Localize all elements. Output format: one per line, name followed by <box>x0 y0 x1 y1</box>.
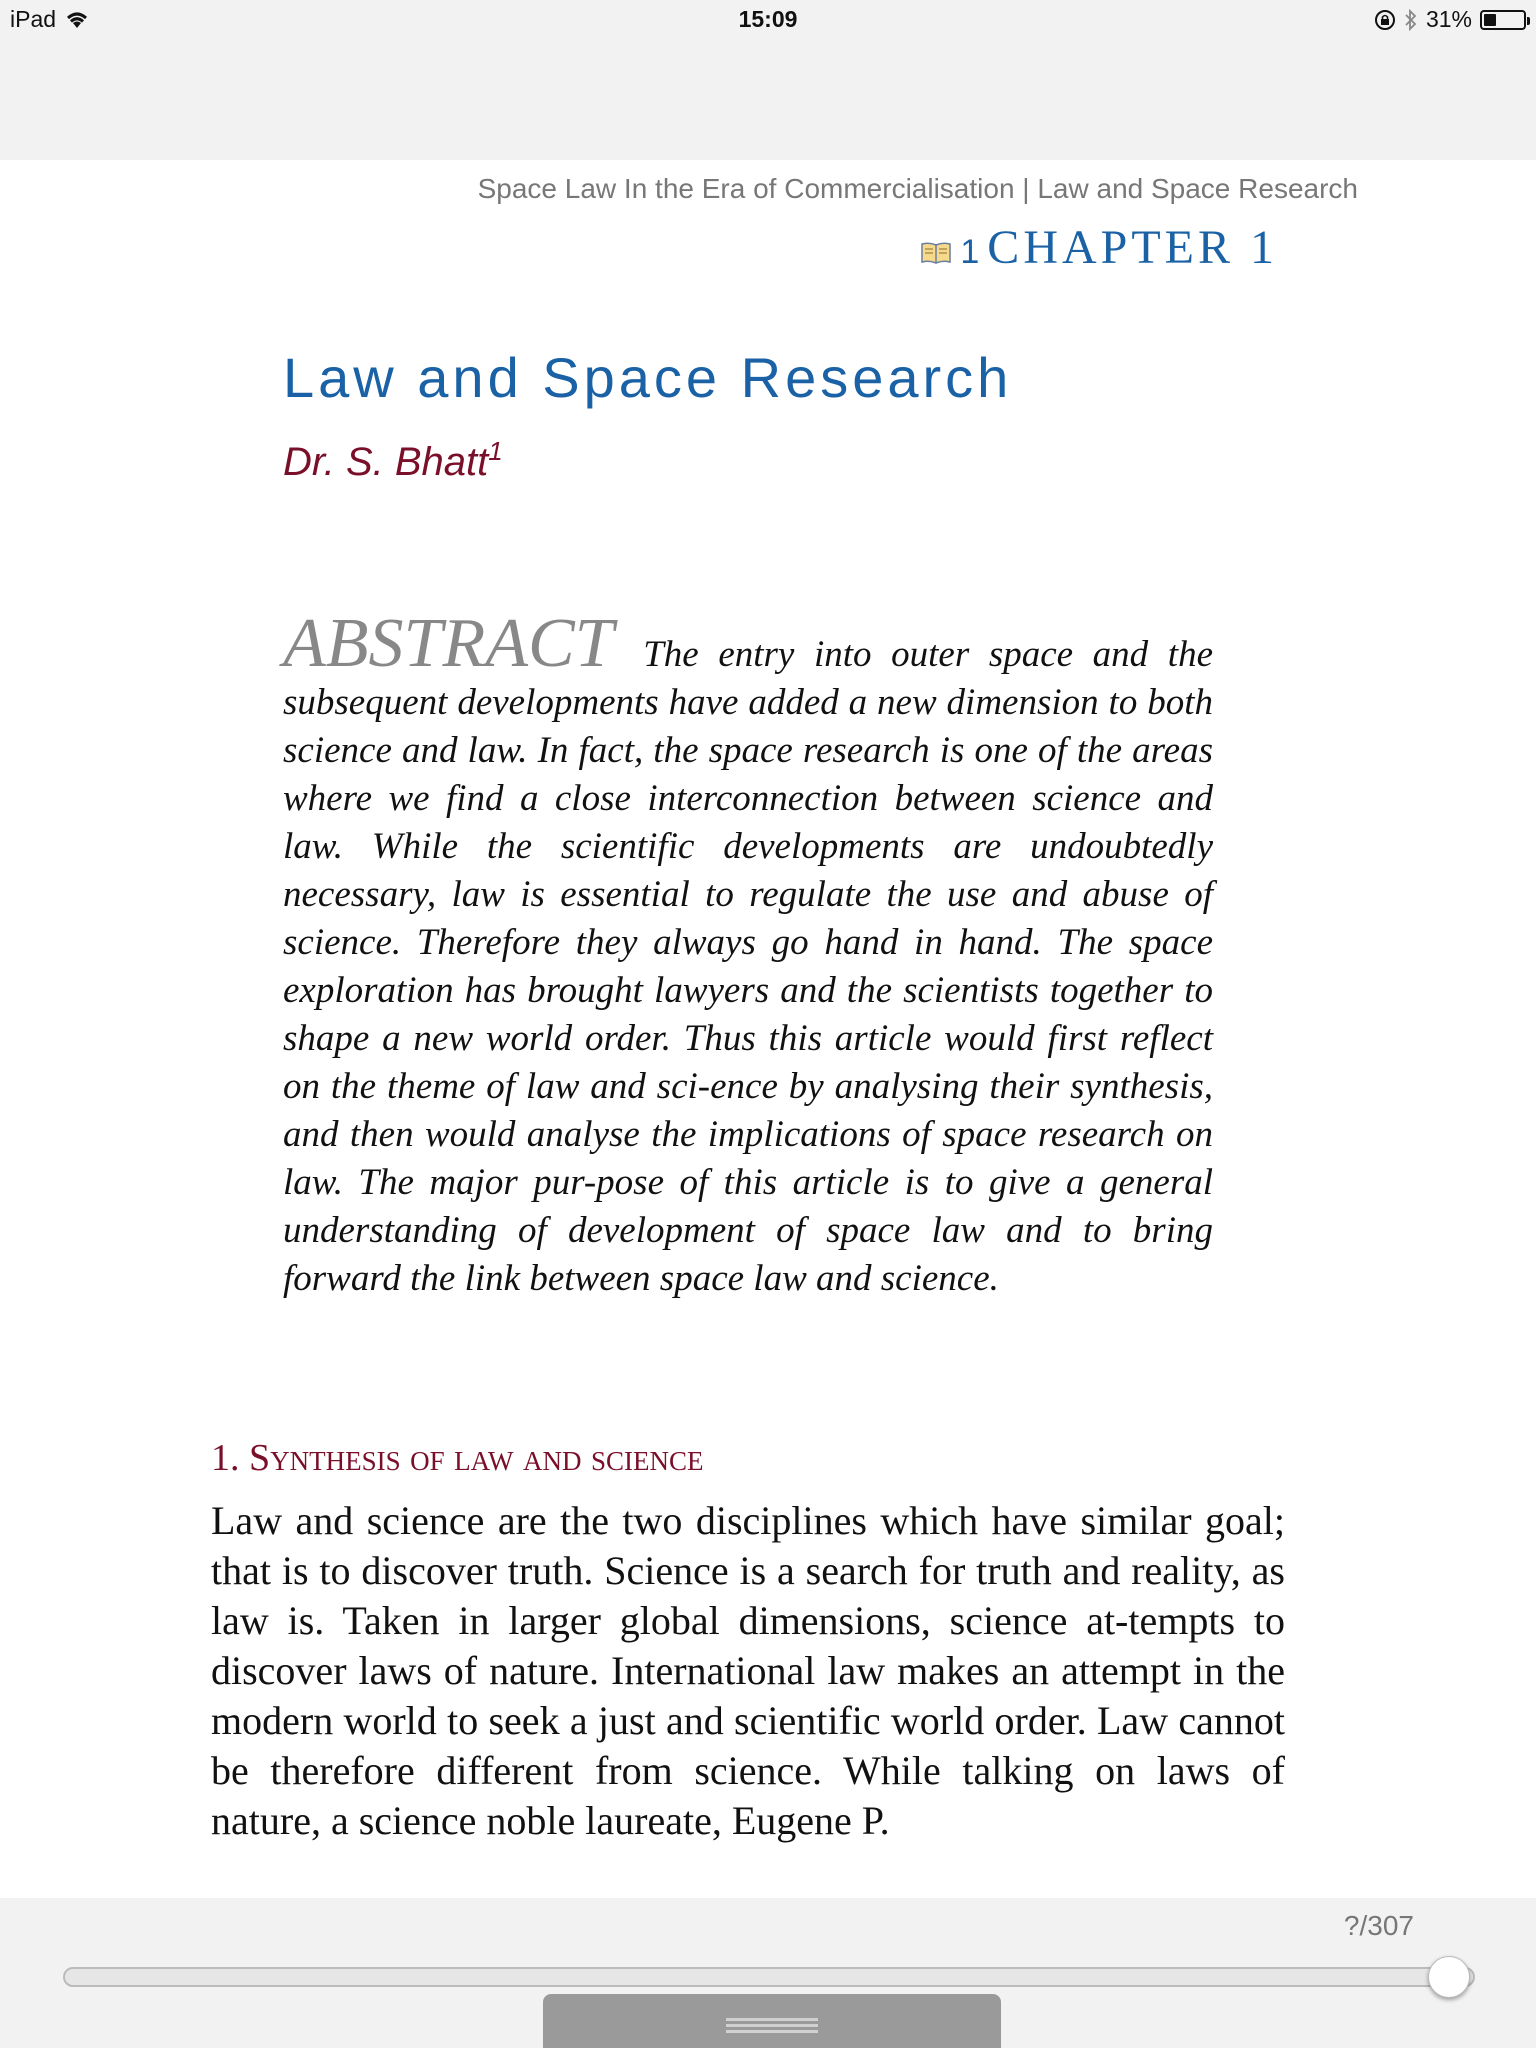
page-indicator: ?/307 <box>1343 1910 1414 1941</box>
book-icon[interactable] <box>920 241 952 265</box>
author-name: Dr. S. Bhatt <box>283 440 489 484</box>
chapter-label: CHAPTER 1 <box>987 221 1278 274</box>
battery-fill <box>1484 14 1496 26</box>
author <box>283 436 503 485</box>
abstract-text: The entry into outer space and the subsequent developments have added a new dimension to both science and law. In fact, the space research is one of the areas where we find a close interconnection between science and law. While the scientific developments are undoubtedly necessary, law is essential to regulate the use and abuse of science. Therefore they always go hand in hand. The space exploration has brought lawyers and the scientists together to shape a new world order. Thus this article would first reflect on the theme of law and sci-ence by analysing their synthesis, and then would analyse the implications of space research on law. The major pur-pose of this article is to give a general understanding of development of space law and to bring forward the link between space law and science. <box>283 634 1213 1299</box>
article-title: Law and Space Research <box>283 346 1013 409</box>
chapter-line <box>920 220 1278 275</box>
orientation-lock-icon <box>1374 9 1396 31</box>
section-heading: 1. Synthesis of law and science <box>211 1437 704 1479</box>
battery-icon <box>1480 10 1526 30</box>
body-paragraph: Law and science are the two disciplines which have similar goal; that is to discover truth. Science is a search for truth and reality, as law is. Taken in larger global dimensions, science at-tempts to discover laws of nature. International law makes an attempt in the modern world to seek a just and scientific world order. Law cannot be therefore different from science. While talking on laws of nature, a science noble laureate, Eugene P. <box>211 1498 1285 1843</box>
bluetooth-icon <box>1404 9 1418 31</box>
chapter-number-small: 1 <box>960 233 980 271</box>
page-slider-track[interactable] <box>63 1967 1475 1987</box>
body-text <box>211 1496 1285 1846</box>
running-head: Space Law In the Era of Commercialisation | Law and Space Research <box>477 173 1358 204</box>
battery-percent: 31% <box>1425 6 1472 32</box>
abstract <box>283 605 1213 1303</box>
device-label: iPad <box>10 6 57 32</box>
page-slider-thumb[interactable] <box>1428 1956 1470 1998</box>
abstract-heading: ABSTRACT <box>283 605 614 682</box>
pull-up-handle[interactable] <box>543 1994 1001 2048</box>
grip-icon <box>726 2018 818 2030</box>
footnote-marker[interactable]: 1 <box>488 436 503 466</box>
status-right <box>1374 6 1526 33</box>
status-time: 15:09 <box>738 6 798 32</box>
